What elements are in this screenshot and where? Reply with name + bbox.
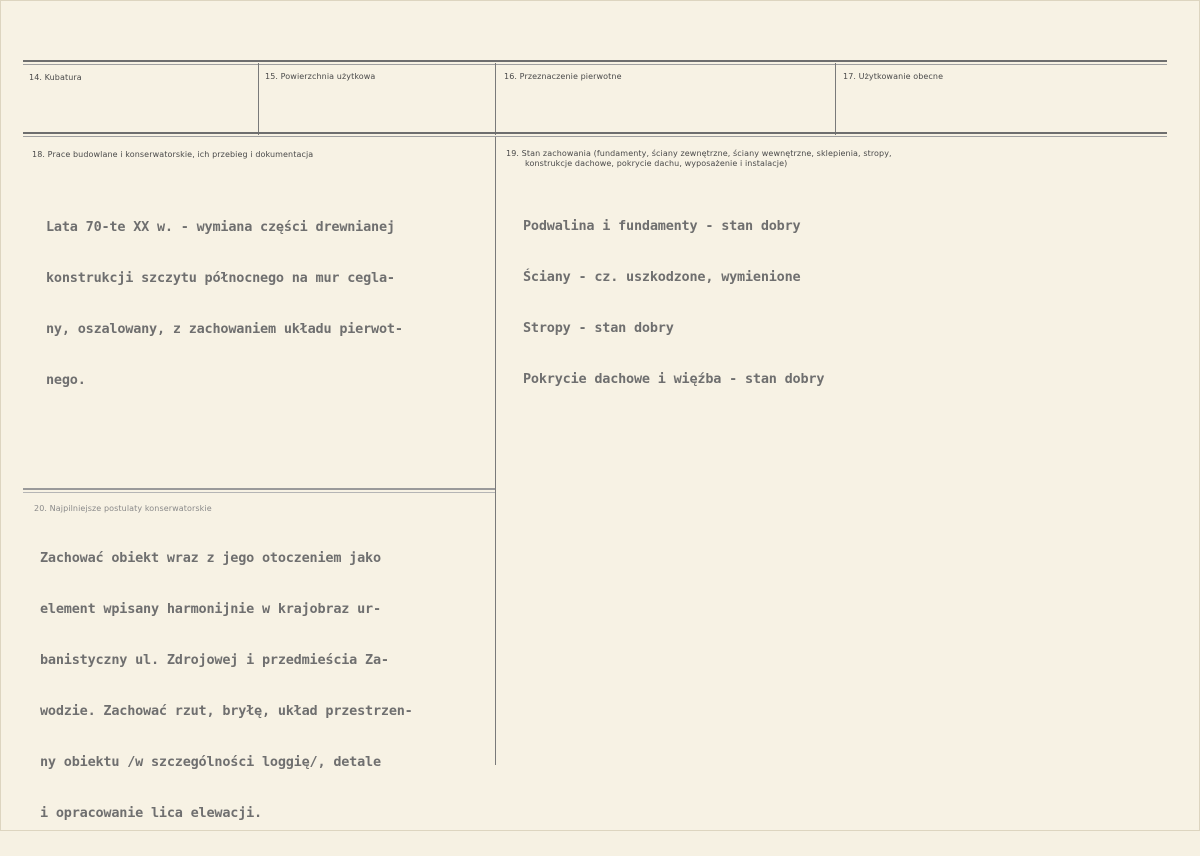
section-20-line: element wpisany harmonijnie w krajobraz ur-	[40, 601, 381, 617]
field-16-label: 16. Przeznaczenie pierwotne	[504, 72, 622, 81]
divider-16-17	[835, 63, 836, 135]
second-rule	[23, 132, 1167, 134]
section-20-rule-thin	[23, 492, 495, 493]
section-18-line: ny, oszalowany, z zachowaniem układu pierwot-	[46, 321, 403, 337]
section-18-text	[46, 185, 403, 423]
section-20-rule	[23, 488, 495, 490]
section-20-line: ny obiektu /w szczególności loggię/, detale	[40, 754, 381, 770]
main-column-divider	[495, 137, 496, 765]
section-20-line: wodzie. Zachować rzut, bryłę, układ przestrzen-	[40, 703, 413, 719]
section-18-line: konstrukcji szczytu północnego na mur cegla-	[46, 270, 395, 286]
section-19-line: Pokrycie dachowe i więźba - stan dobry	[523, 371, 825, 387]
section-20-line: i opracowanie lica elewacji.	[40, 805, 262, 821]
top-rule	[23, 60, 1167, 62]
section-19-line: Stropy - stan dobry	[523, 320, 674, 336]
section-20-line: banistyczny ul. Zdrojowej i przedmieścia Za-	[40, 652, 389, 668]
divider-14-15	[258, 63, 259, 135]
section-20-label: 20. Najpilniejsze postulaty konserwatorskie	[34, 504, 212, 513]
field-14-label: 14. Kubatura	[29, 73, 82, 82]
section-19-text	[523, 184, 824, 422]
section-19-label-line2: konstrukcje dachowe, pokrycie dachu, wyposażenie i instalacje)	[525, 159, 788, 168]
section-19-line: Podwalina i fundamenty - stan dobry	[523, 218, 801, 234]
section-18-line: Lata 70-te XX w. - wymiana części drewnianej	[46, 219, 395, 235]
section-19-line: Ściany - cz. uszkodzone, wymienione	[523, 269, 801, 285]
section-20-text	[40, 516, 413, 856]
section-19-label-line1: 19. Stan zachowania (fundamenty, ściany zewnętrzne, ściany wewnętrzne, sklepienia, stropy,	[506, 149, 892, 158]
section-20-line: Zachować obiekt wraz z jego otoczeniem jako	[40, 550, 381, 566]
divider-15-16	[495, 63, 496, 135]
section-18-line: nego.	[46, 372, 86, 388]
field-17-label: 17. Użytkowanie obecne	[843, 72, 944, 81]
top-rule-thin	[23, 64, 1167, 65]
section-18-label: 18. Prace budowlane i konserwatorskie, ich przebieg i dokumentacja	[32, 150, 314, 159]
second-rule-thin	[23, 136, 1167, 137]
field-15-label: 15. Powierzchnia użytkowa	[265, 72, 376, 81]
